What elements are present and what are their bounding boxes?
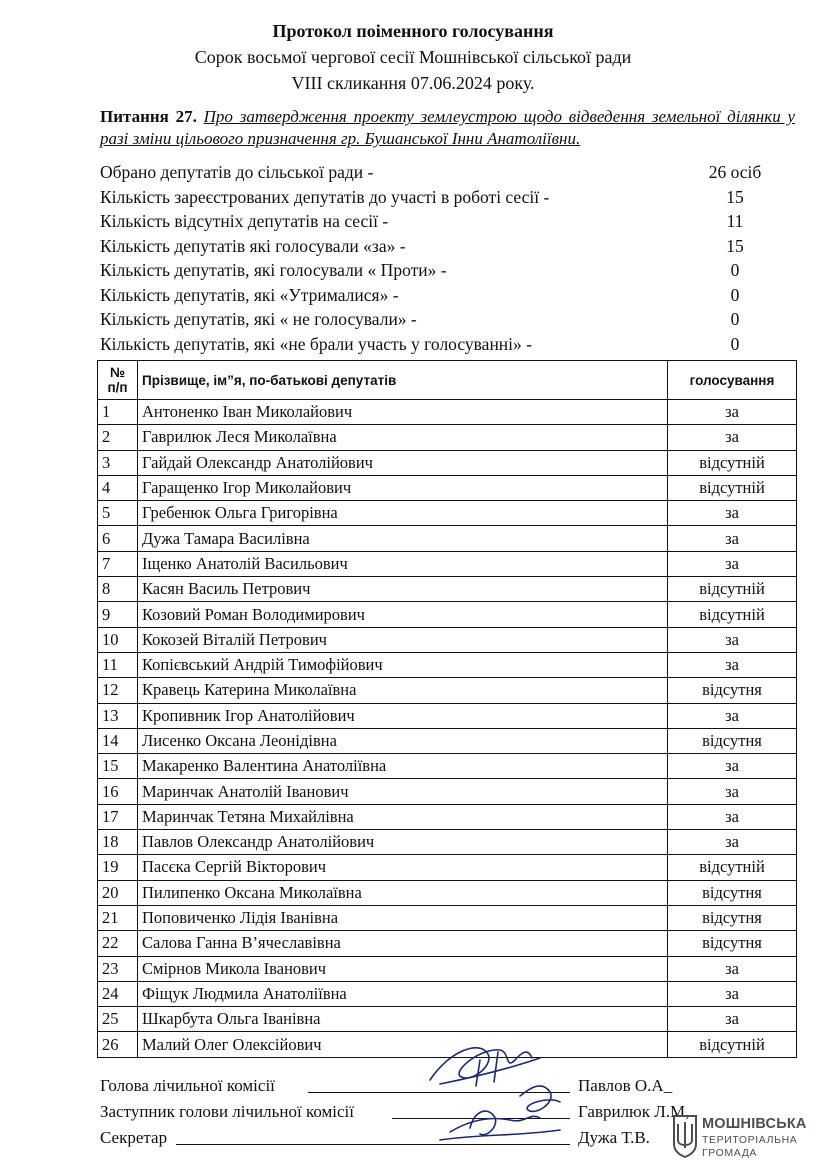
row-number: 16	[98, 779, 138, 804]
deputy-name: Гаврилюк Леся Миколаївна	[138, 425, 668, 450]
table-row	[98, 754, 797, 779]
vote-result: відсутня	[668, 905, 797, 930]
vote-result: відсутній	[668, 450, 797, 475]
deputy-name: Макаренко Валентина Анатоліївна	[138, 754, 668, 779]
table-row	[98, 956, 797, 981]
row-number: 22	[98, 931, 138, 956]
table-row	[98, 602, 797, 627]
row-number: 20	[98, 880, 138, 905]
row-number: 19	[98, 855, 138, 880]
question-text: Про затвердження проекту землеустрою щодо відведення земельної ділянки у разі зміни цільового призначення гр. Бушанської Інни Анатоліївни.	[100, 107, 795, 148]
table-row	[98, 804, 797, 829]
stat-value: 0	[730, 260, 740, 280]
row-number: 1	[98, 400, 138, 425]
vote-result: за	[668, 779, 797, 804]
table-row	[98, 880, 797, 905]
table-row	[98, 905, 797, 930]
signer-name: Дужа Т.В.	[578, 1128, 650, 1147]
vote-result: за	[668, 526, 797, 551]
table-row	[98, 703, 797, 728]
handwritten-signatures	[410, 1040, 580, 1160]
column-header-name: Прізвище, ім”я, по-батькові депутатів	[138, 361, 668, 400]
deputy-name: Смірнов Микола Іванович	[138, 956, 668, 981]
deputy-name: Павлов Олександр Анатолійович	[138, 830, 668, 855]
table-row	[98, 931, 797, 956]
stat-row	[100, 185, 790, 210]
stat-value: 0	[730, 333, 740, 354]
vote-result: за	[668, 652, 797, 677]
table-row	[98, 678, 797, 703]
vote-result: за	[668, 981, 797, 1006]
deputy-name: Кравець Катерина Миколаївна	[138, 678, 668, 703]
vote-result: відсутня	[668, 678, 797, 703]
question-number: Питання 27.	[100, 107, 197, 126]
row-number: 17	[98, 804, 138, 829]
row-number: 21	[98, 905, 138, 930]
vote-result: відсутній	[668, 475, 797, 500]
stat-label: Кількість відсутніх депутатів на сесії -	[100, 211, 389, 231]
deputy-name: Гребенюк Ольга Григорівна	[138, 501, 668, 526]
table-row	[98, 728, 797, 753]
vote-result: за	[668, 501, 797, 526]
row-number: 26	[98, 1032, 138, 1057]
row-number: 24	[98, 981, 138, 1006]
table-row	[98, 981, 797, 1006]
deputy-name: Копієвський Андрій Тимофійович	[138, 652, 668, 677]
signer-role: Секретар	[100, 1128, 168, 1147]
row-number: 15	[98, 754, 138, 779]
vote-result: відсутня	[668, 931, 797, 956]
row-number: 7	[98, 551, 138, 576]
logo-subtitle-line1: ТЕРИТОРІАЛЬНА	[702, 1134, 798, 1146]
stat-row	[100, 234, 790, 259]
deputy-name: Козовий Роман Володимирович	[138, 602, 668, 627]
roll-call-table	[97, 360, 797, 1058]
stat-row	[100, 209, 790, 234]
vote-result: за	[668, 425, 797, 450]
table-row	[98, 526, 797, 551]
stat-value: 0	[730, 284, 740, 305]
table-row	[98, 855, 797, 880]
stat-label: Обрано депутатів до сільської ради -	[100, 162, 374, 182]
vote-result: за	[668, 551, 797, 576]
vote-result: відсутній	[668, 1032, 797, 1057]
vote-result: відсутній	[668, 602, 797, 627]
deputy-name: Фіщук Людмила Анатоліївна	[138, 981, 668, 1006]
column-header-vote: голосування	[668, 361, 797, 400]
vote-result: за	[668, 703, 797, 728]
table-row	[98, 501, 797, 526]
stat-row	[100, 307, 790, 332]
row-number: 5	[98, 501, 138, 526]
vote-result: відсутня	[668, 880, 797, 905]
row-number: 13	[98, 703, 138, 728]
table-header-row	[98, 361, 797, 400]
stat-value: 0	[730, 309, 740, 329]
row-number: 3	[98, 450, 138, 475]
trident-emblem-icon	[672, 1114, 698, 1158]
deputy-name: Пилипенко Оксана Миколаївна	[138, 880, 668, 905]
deputy-name: Касян Василь Петрович	[138, 577, 668, 602]
table-row	[98, 627, 797, 652]
deputy-name: Дужа Тамара Василівна	[138, 526, 668, 551]
table-row	[98, 475, 797, 500]
row-number: 9	[98, 602, 138, 627]
stat-label: Кількість депутатів, які «не брали участь у голосуванні» -	[100, 333, 532, 354]
deputy-name: Гайдай Олександр Анатолійович	[138, 450, 668, 475]
deputy-name: Малий Олег Олексійович	[138, 1032, 668, 1057]
signer-role: Заступник голови лічильної комісії	[100, 1102, 355, 1121]
deputy-name: Шкарбута Ольга Іванівна	[138, 1007, 668, 1032]
deputy-name: Гаращенко Ігор Миколайович	[138, 475, 668, 500]
stat-label: Кількість депутатів які голосували «за» -	[100, 235, 406, 256]
signer-name: Гаврилюк Л.М,	[578, 1102, 690, 1121]
column-header-number: № п/п	[98, 361, 138, 400]
row-number: 2	[98, 425, 138, 450]
row-number: 4	[98, 475, 138, 500]
stat-value: 15	[726, 186, 744, 207]
stat-label: Кількість депутатів, які голосували « Проти» -	[100, 260, 447, 280]
vote-result: відсутній	[668, 577, 797, 602]
agenda-question	[100, 106, 795, 150]
stat-value: 26 осіб	[708, 162, 762, 182]
deputy-name: Антоненко Іван Миколайович	[138, 400, 668, 425]
stat-label: Кількість депутатів, які «Утрималися» -	[100, 284, 399, 305]
deputy-name: Іщенко Анатолій Васильович	[138, 551, 668, 576]
deputy-name: Поповиченко Лідія Іванівна	[138, 905, 668, 930]
table-row	[98, 425, 797, 450]
vote-result: відсутня	[668, 728, 797, 753]
document-header	[0, 18, 826, 96]
row-number: 14	[98, 728, 138, 753]
deputy-name: Салова Ганна В’ячеславівна	[138, 931, 668, 956]
deputy-name: Кропивник Ігор Анатолійович	[138, 703, 668, 728]
vote-result: за	[668, 754, 797, 779]
row-number: 11	[98, 652, 138, 677]
vote-result: за	[668, 1007, 797, 1032]
vote-result: за	[668, 627, 797, 652]
logo-subtitle-line2: ГРОМАДА	[702, 1147, 758, 1159]
vote-result: за	[668, 830, 797, 855]
deputy-name: Кокозей Віталій Петрович	[138, 627, 668, 652]
deputy-name: Маринчак Тетяна Михайлівна	[138, 804, 668, 829]
deputy-name: Маринчак Анатолій Іванович	[138, 779, 668, 804]
stat-value: 11	[726, 211, 744, 231]
table-row	[98, 652, 797, 677]
table-row	[98, 400, 797, 425]
stat-label: Кількість депутатів, які « не голосували» -	[100, 309, 417, 329]
row-number: 12	[98, 678, 138, 703]
table-row	[98, 830, 797, 855]
table-row	[98, 1007, 797, 1032]
stat-label: Кількість зареєстрованих депутатів до участі в роботі сесії -	[100, 186, 550, 207]
stat-value: 15	[726, 235, 744, 256]
deputy-name: Лисенко Оксана Леонідівна	[138, 728, 668, 753]
row-number: 23	[98, 956, 138, 981]
stat-row	[100, 258, 790, 283]
vote-result: за	[668, 956, 797, 981]
row-number: 6	[98, 526, 138, 551]
vote-result: за	[668, 804, 797, 829]
session-line: Сорок восьмої чергової сесії Мошнівської сільської ради	[194, 47, 632, 67]
signer-name: Павлов О.А_	[578, 1076, 673, 1095]
row-number: 10	[98, 627, 138, 652]
vote-result: за	[668, 400, 797, 425]
stat-row	[100, 332, 790, 357]
signer-role: Голова лічильної комісії	[100, 1076, 275, 1095]
row-number: 18	[98, 830, 138, 855]
vote-result: відсутній	[668, 855, 797, 880]
row-number: 8	[98, 577, 138, 602]
convocation-date-line: VIII скликання 07.06.2024 року.	[291, 73, 535, 93]
document-title: Протокол поіменного голосування	[272, 21, 554, 41]
vote-statistics	[100, 160, 790, 356]
community-logo	[672, 1112, 822, 1164]
stat-row	[100, 160, 790, 185]
table-row	[98, 779, 797, 804]
table-row	[98, 551, 797, 576]
deputy-name: Пасєка Сергій Вікторович	[138, 855, 668, 880]
stat-row	[100, 283, 790, 308]
row-number: 25	[98, 1007, 138, 1032]
table-row	[98, 450, 797, 475]
table-row	[98, 577, 797, 602]
logo-brand-name: МОШНІВСЬКА	[702, 1116, 807, 1132]
